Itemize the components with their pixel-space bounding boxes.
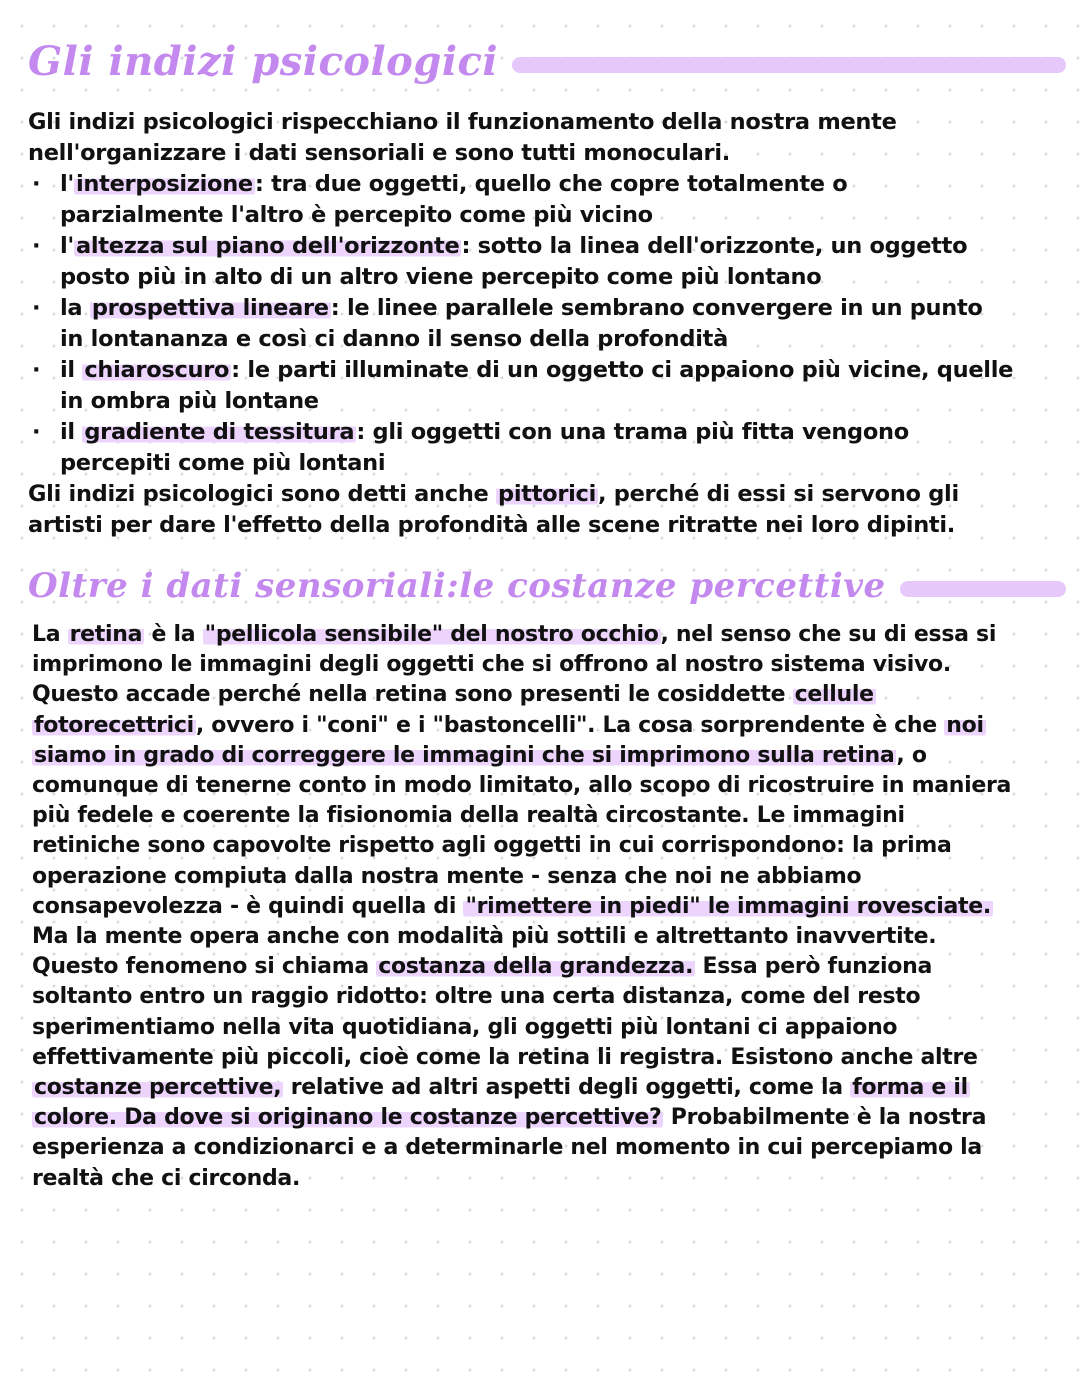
section-2-body [32,620,1050,1194]
highlighted-term: pittorici [498,481,596,507]
highlighted-term: retina [69,622,143,647]
text-line: realtà che ci circonda. [32,1165,301,1191]
text-line: in ombra più lontane [60,388,319,414]
text-line: Gli indizi psicologici sono detti anche pittorici, perché di essi si servono gli [28,481,959,507]
text-line: Questo fenomeno si chiama costanza della grandezza. Essa però funziona [32,954,933,980]
text-line: percepiti come più lontani [60,450,386,476]
highlighted-term: cellule [794,682,874,708]
section-2-title: Oltre i dati sensoriali:le costanze percettive [28,566,886,606]
text-line: comunque di tenerne conto in modo limitato, allo scopo di ricostruire in maniera [32,773,1012,799]
text-line: consapevolezza - è quindi quella di "rimettere in piedi" le immagini rovesciate. [32,893,991,919]
bullet-gradiente: · il gradiente di tessitura: gli oggetti con una trama più fitta vengono [28,417,1058,448]
text-line: colore. Da dove si originano le costanze percettive? Probabilmente è la nostra [34,1105,987,1131]
highlighted-term: interposizione [76,171,253,197]
text-line: in lontananza e così ci danno il senso della profondità [60,326,728,352]
title-underline-rule [512,57,1066,73]
section-1-body [28,107,1058,541]
highlighted-phrase: colore. Da dove si originano le costanze percettive? [34,1105,662,1131]
section-1-title: Gli indizi psicologici [28,38,499,85]
bullet-chiaroscuro: · il chiaroscuro: le parti illuminate di un oggetto ci appaiono più vicine, quelle [28,355,1058,386]
text-line: siamo in grado di correggere le immagini che si imprimono sulla retina, o [34,742,927,768]
text-line: Gli indizi psicologici rispecchiano il funzionamento della nostra mente [28,109,897,135]
highlighted-term: gradiente di tessitura [84,419,355,445]
highlighted-term: forma e il [852,1075,968,1101]
text-line: effettivamente più piccoli, cioè come la retina li registra. Esistono anche altre [32,1044,978,1070]
highlighted-term: altezza sul piano dell'orizzonte [76,233,460,259]
text-line: nell'organizzare i dati sensoriali e sono tutti monoculari. [28,140,731,166]
title-underline-rule [900,581,1066,597]
text-line: fotorecettrici, ovvero i "coni" e i "bastoncelli". La cosa sorprendente è che noi [34,712,984,738]
text-line: posto più in alto di un altro viene percepito come più lontano [60,264,822,290]
highlighted-phrase: "pellicola sensibile" del nostro occhio [204,622,659,647]
section-2-header [28,566,1066,606]
highlighted-term: fotorecettrici [34,712,194,738]
text-line: Ma la mente opera anche con modalità più sottili e altrettanto inavvertite. [32,924,937,950]
text-line: operazione compiuta dalla nostra mente - senza che noi ne abbiamo [32,863,862,889]
text-line: imprimono le immagini degli oggetti che si offrono al nostro sistema visivo. [32,652,951,678]
text-line: soltanto entro un raggio ridotto: oltre una certa distanza, come del resto [32,984,921,1010]
highlighted-term: chiaroscuro [84,357,230,383]
text-line: parzialmente l'altro è percepito come più vicino [60,202,653,228]
text-line: artisti per dare l'effetto della profondità alle scene ritratte nei loro dipinti. [28,512,956,538]
bullet-altezza: · l'altezza sul piano dell'orizzonte: sotto la linea dell'orizzonte, un oggetto [28,231,1058,262]
bullet-prospettiva: · la prospettiva lineare: le linee parallele sembrano convergere in un punto [28,293,1058,324]
highlighted-phrase: siamo in grado di correggere le immagini che si imprimono sulla retina [34,742,895,768]
text-line: retiniche sono capovolte rispetto agli oggetti in cui corrispondono: la prima [32,833,952,859]
text-line: sperimentiamo nella vita quotidiana, gli oggetti più lontani ci appaiono [32,1014,898,1040]
text-line: Questo accade perché nella retina sono presenti le cosiddette cellule [32,682,874,708]
text-line: La retina è la "pellicola sensibile" del nostro occhio, nel senso che su di essa si [32,622,997,647]
section-1-header [28,38,1066,85]
highlighted-phrase: noi [946,712,984,738]
highlighted-term: prospettiva lineare [91,295,329,321]
text-line: costanze percettive, relative ad altri aspetti degli oggetti, come la forma e il [34,1075,968,1101]
text-line: esperienza a condizionarci e a determinarle nel momento in cui percepiamo la [32,1135,982,1161]
text-line: più fedele e coerente la fisionomia della realtà circostante. Le immagini [32,803,905,829]
highlighted-term: costanze percettive, [34,1075,282,1101]
highlighted-term: costanza della grandezza. [378,954,694,980]
bullet-interposizione: · l'interposizione: tra due oggetti, quello che copre totalmente o [28,169,1058,200]
highlighted-phrase: "rimettere in piedi" le immagini rovesciate. [465,893,991,919]
